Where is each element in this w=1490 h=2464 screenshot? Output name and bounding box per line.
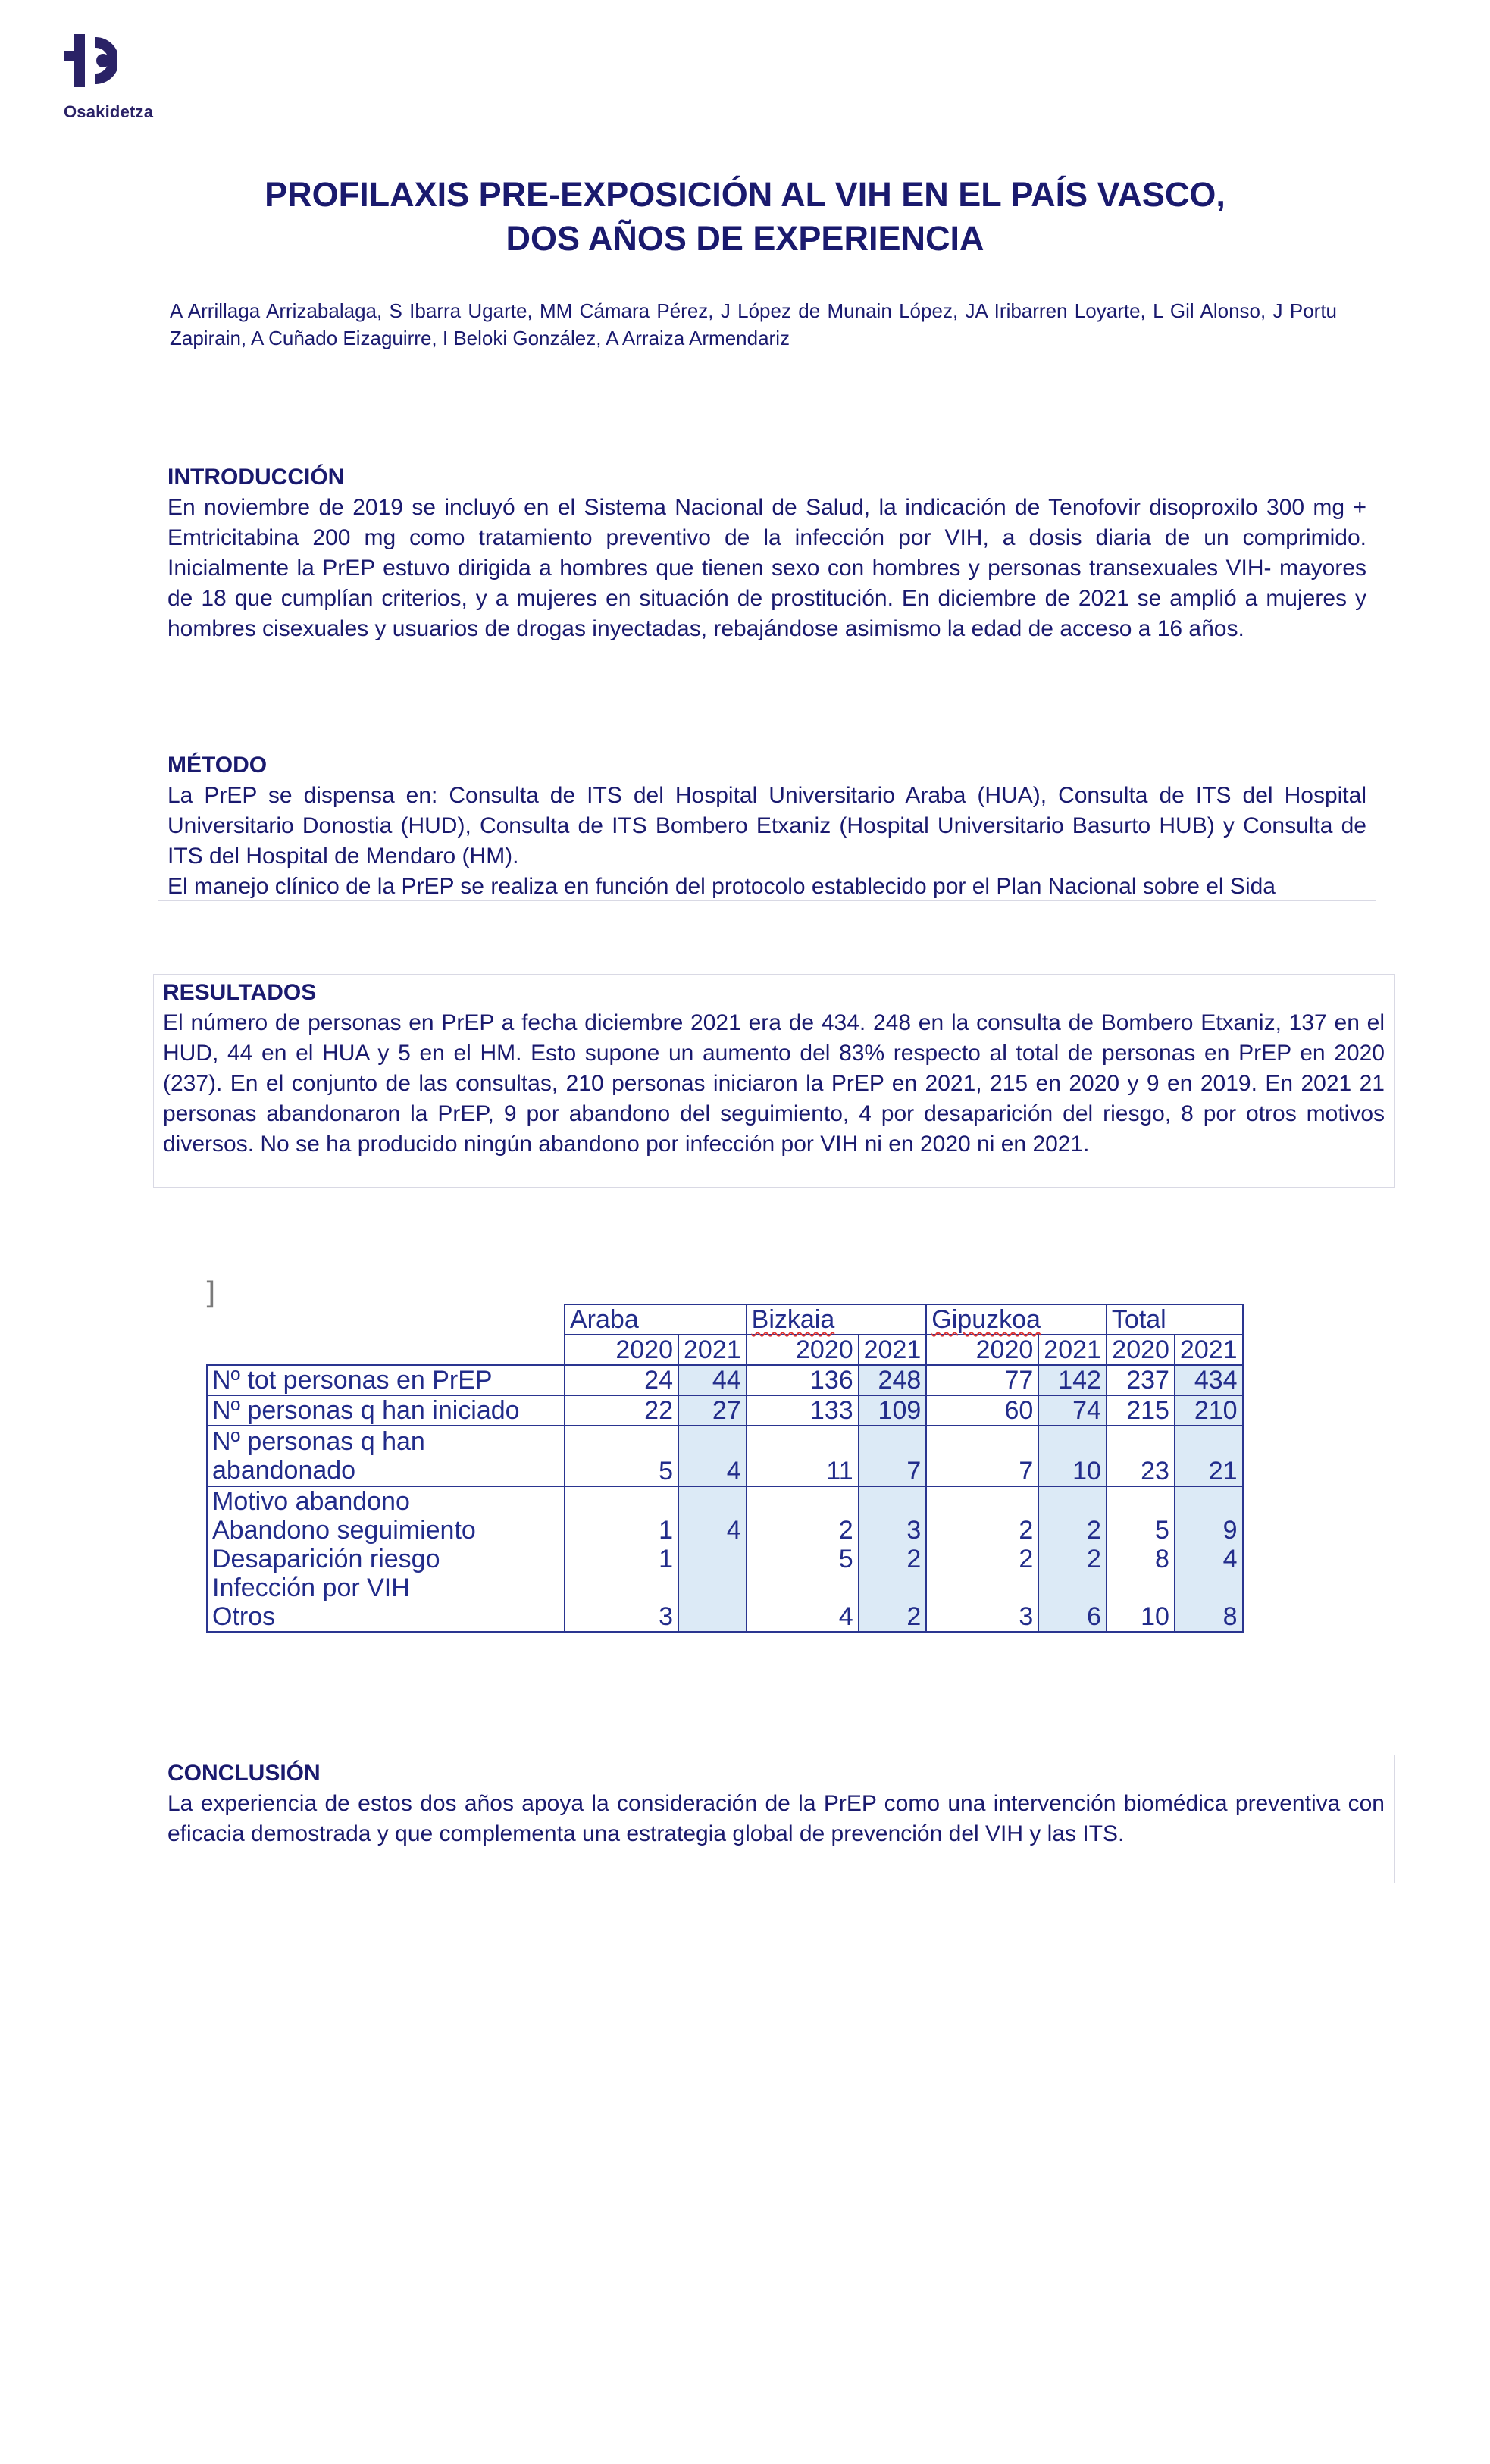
- region-header: Total: [1107, 1304, 1243, 1335]
- table-cell: 9: [1175, 1516, 1243, 1545]
- table-cell: 2: [859, 1545, 927, 1573]
- table-cell: 10: [1038, 1426, 1107, 1486]
- row-label: [207, 1426, 565, 1486]
- year-header: 2020: [926, 1335, 1038, 1365]
- year-header: 2021: [678, 1335, 747, 1365]
- row-label: Nº personas q han iniciado: [207, 1395, 565, 1426]
- table-cell: 2: [859, 1602, 927, 1632]
- table-cell: 2: [1038, 1516, 1107, 1545]
- row-label: Infección por VIH: [207, 1573, 565, 1602]
- year-header: 2020: [1107, 1335, 1175, 1365]
- table-row-seguimiento: [207, 1516, 1243, 1545]
- metodo-text-1: La PrEP se dispensa en: Consulta de ITS del Hospital Universitario Araba (HUA), Consulta de ITS del Hospital Universitario Donostia (HUD), Consulta de ITS Bombero Etxaniz (Hospital Universitario Basurto HUB) y Consulta de ITS del Hospital de Mendaro (HM).: [167, 783, 1366, 869]
- row-label: Desaparición riesgo: [207, 1545, 565, 1573]
- conclusion-heading: CONCLUSIÓN: [167, 1761, 321, 1786]
- table-cell: 2: [747, 1516, 859, 1545]
- table-cell: 3: [926, 1602, 1038, 1632]
- row-label: Otros: [207, 1602, 565, 1632]
- table-cell: 2: [1038, 1545, 1107, 1573]
- table-row-tot: [207, 1365, 1243, 1395]
- row-label-line: abandonado: [212, 1456, 356, 1485]
- table-cell: 5: [747, 1545, 859, 1573]
- metodo-section: [158, 747, 1376, 901]
- table-cell: 4: [747, 1602, 859, 1632]
- authors: A Arrillaga Arrizabalaga, S Ibarra Ugarte, MM Cámara Pérez, J López de Munain López, JA Iribarren Loyarte, L Gil Alonso, J Portu Zapirain, A Cuñado Eizaguirre, I Beloki González, A Arraiza Armendariz: [170, 299, 1337, 349]
- table-cell: 21: [1175, 1426, 1243, 1486]
- table-cell: 2: [926, 1516, 1038, 1545]
- results-table: [206, 1304, 1244, 1633]
- resultados-text: El número de personas en PrEP a fecha diciembre 2021 era de 434. 248 en la consulta de Bombero Etxaniz, 137 en el HUD, 44 en el HUA y 5 en el HM. Esto supone un aumento del 83% respecto al total de personas en PrEP en 2020 (237). En el conjunto de las consultas, 210 personas iniciaron la PrEP en 2021, 215 en 2020 y 9 en 2019. En 2021 21 personas abandonaron la PrEP, 9 por abandono del seguimiento, 4 por desaparición del riesgo, 8 por otros motivos diversos. No se ha producido ningún abandono por infección por VIH ni en 2020 ni en 2021.: [163, 1010, 1385, 1157]
- table-cell: 237: [1107, 1365, 1175, 1395]
- table-cell: 7: [926, 1426, 1038, 1486]
- introduccion-section: [158, 459, 1376, 672]
- row-label: Abandono seguimiento: [207, 1516, 565, 1545]
- region-header: [926, 1304, 1107, 1335]
- table-cell: 248: [859, 1365, 927, 1395]
- conclusion-text: La experiencia de estos dos años apoya la consideración de la PrEP como una intervención biomédica preventiva con eficacia demostrada y que complementa una estrategia global de prevención del VIH y las ITS.: [167, 1791, 1385, 1846]
- table-cell: 10: [1107, 1602, 1175, 1632]
- table-cell: 4: [1175, 1545, 1243, 1573]
- year-header: 2021: [1038, 1335, 1107, 1365]
- table-cell: 5: [565, 1426, 678, 1486]
- table-cell: 77: [926, 1365, 1038, 1395]
- year-header: 2021: [859, 1335, 927, 1365]
- table-cell: 210: [1175, 1395, 1243, 1426]
- table-cell: 3: [859, 1516, 927, 1545]
- table-bracket: ]: [204, 1276, 216, 1311]
- metodo-heading: MÉTODO: [167, 753, 268, 778]
- table-cell: 142: [1038, 1365, 1107, 1395]
- table-cell: 74: [1038, 1395, 1107, 1426]
- resultados-section: [153, 974, 1395, 1188]
- table-cell: 4: [678, 1426, 747, 1486]
- table-cell: 7: [859, 1426, 927, 1486]
- table-row-motivo: [207, 1486, 1243, 1516]
- introduccion-text: En noviembre de 2019 se incluyó en el Sistema Nacional de Salud, la indicación de Tenofovir disoproxilo 300 mg + Emtricitabina 200 mg como tratamiento preventivo de la infección por VIH, a dosis diaria de un comprimido. Inicialmente la PrEP estuvo dirigida a hombres que tienen sexo con hombres y personas transexuales VIH- mayores de 18 que cumplían criterios, y a mujeres en situación de prostitución. En diciembre de 2021 se amplió a mujeres y hombres cisexuales y usuarios de drogas inyectadas, rebajándose asimismo la edad de acceso a 16 años.: [167, 495, 1366, 641]
- table-cell: 60: [926, 1395, 1038, 1426]
- table-cell: [678, 1602, 747, 1632]
- table-cell: [678, 1545, 747, 1573]
- table-region-header-row: [207, 1304, 1243, 1335]
- title-line-2: DOS AÑOS DE EXPERIENCIA: [506, 219, 984, 258]
- region-header-label: Bizkaia: [751, 1305, 835, 1334]
- year-header: 2021: [1175, 1335, 1243, 1365]
- table-cell: 1: [565, 1516, 678, 1545]
- table-cell: 5: [1107, 1516, 1175, 1545]
- table-cell: 22: [565, 1395, 678, 1426]
- table-cell: 44: [678, 1365, 747, 1395]
- row-label-line: Nº personas q han: [212, 1427, 425, 1456]
- table-row-infeccion: [207, 1573, 1243, 1602]
- table-cell: 24: [565, 1365, 678, 1395]
- table-row-riesgo: [207, 1545, 1243, 1573]
- title-line-1: PROFILAXIS PRE-EXPOSICIÓN AL VIH EN EL PAÍS VASCO,: [265, 175, 1225, 214]
- table-cell: 6: [1038, 1602, 1107, 1632]
- region-header-label: Gipuzkoa: [931, 1305, 1041, 1334]
- metodo-text-2: El manejo clínico de la PrEP se realiza en función del protocolo establecido por el Plan Nacional sobre el Sida: [167, 874, 1276, 899]
- table-cell: 3: [565, 1602, 678, 1632]
- year-header: 2020: [565, 1335, 678, 1365]
- row-label: [207, 1365, 565, 1395]
- osakidetza-logo: [61, 34, 174, 125]
- table-cell: 434: [1175, 1365, 1243, 1395]
- table-cell: 8: [1107, 1545, 1175, 1573]
- table-cell: 27: [678, 1395, 747, 1426]
- year-header: 2020: [747, 1335, 859, 1365]
- row-label-text: Nº tot personas en PrEP: [212, 1366, 493, 1395]
- poster-title: [0, 173, 1490, 261]
- table-cell: 2: [926, 1545, 1038, 1573]
- introduccion-heading: INTRODUCCIÓN: [167, 465, 345, 490]
- region-header: [747, 1304, 927, 1335]
- region-header: Araba: [565, 1304, 747, 1335]
- table-cell: 1: [565, 1545, 678, 1573]
- osakidetza-logo-icon: [64, 34, 117, 87]
- table-year-header-row: [207, 1335, 1243, 1365]
- table-row-abandonado: [207, 1426, 1243, 1486]
- table-row-otros: [207, 1602, 1243, 1632]
- table-cell: 109: [859, 1395, 927, 1426]
- conclusion-section: [158, 1755, 1395, 1883]
- resultados-heading: RESULTADOS: [163, 980, 317, 1005]
- row-label: Motivo abandono: [207, 1486, 565, 1516]
- table-cell: 11: [747, 1426, 859, 1486]
- table-cell: 133: [747, 1395, 859, 1426]
- table-row-iniciado: [207, 1395, 1243, 1426]
- table-cell: 23: [1107, 1426, 1175, 1486]
- table-cell: 8: [1175, 1602, 1243, 1632]
- table-cell: 215: [1107, 1395, 1175, 1426]
- results-table-figure: [204, 1276, 1252, 1652]
- table-cell: 4: [678, 1516, 747, 1545]
- logo-text: Osakidetza: [64, 102, 154, 121]
- table-cell: 136: [747, 1365, 859, 1395]
